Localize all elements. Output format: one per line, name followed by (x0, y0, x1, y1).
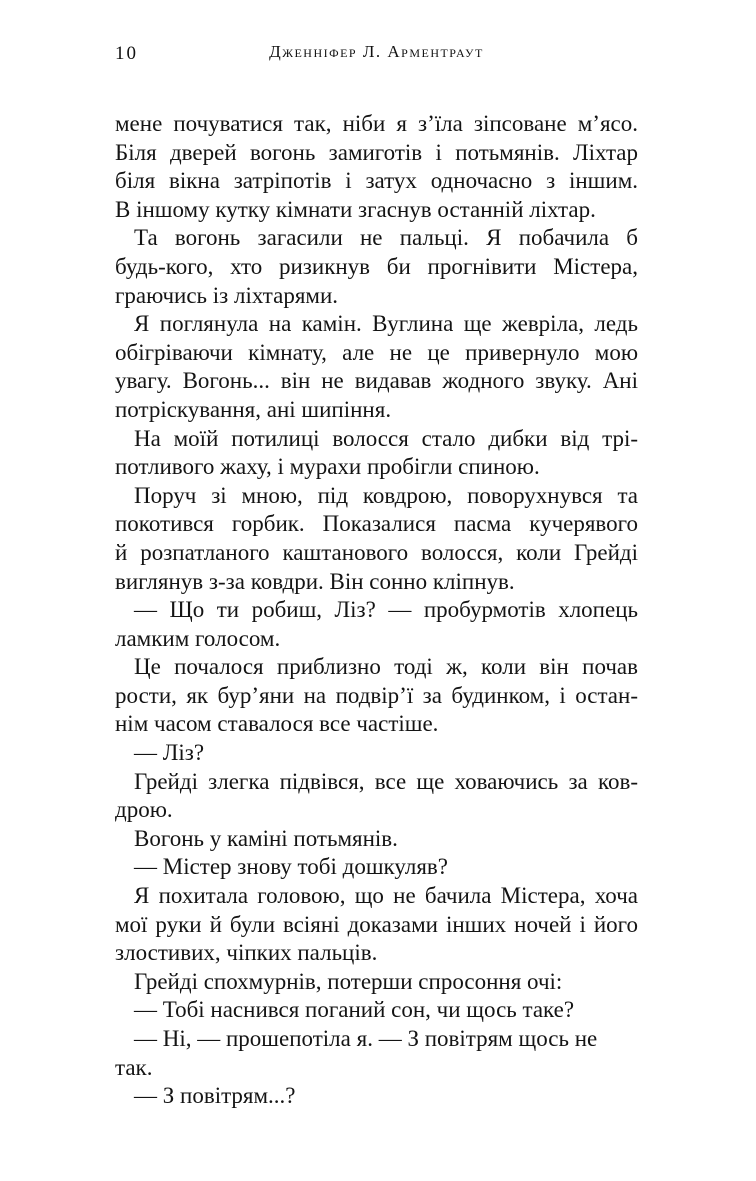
text-line: Грейді злегка підвівся, все ще ховаючись за ков- (134, 768, 638, 794)
paragraph (115, 110, 638, 224)
text-line: — Ні, — прошепотіла я. — З повітрям щось не так. (115, 1026, 598, 1080)
paragraph (115, 425, 638, 482)
text-line: Це почалося приблизно тоді ж, коли він почав (134, 654, 638, 680)
paragraph (115, 825, 638, 854)
text-line: злостивих, чіпких пальців. (115, 940, 378, 966)
paragraph (115, 310, 638, 424)
text-line: граючись із ліхтарями. (115, 282, 339, 308)
paragraph-dialogue (115, 853, 638, 882)
paragraph (115, 653, 638, 739)
paragraph-dialogue (115, 996, 638, 1025)
text-line: ламким голосом. (115, 625, 281, 651)
paragraph-dialogue (115, 739, 638, 768)
text-line: нім часом ставалося все частіше. (115, 711, 439, 737)
running-head: Дженніфер Л. Арментраут (269, 42, 484, 61)
text-line: потріскування, ані шипіння. (115, 396, 392, 422)
text-line: — Містер знову тобі дошкуляв? (134, 854, 448, 880)
text-line: На моїй потилиці волосся стало дибки від трі- (134, 425, 638, 451)
paragraph (115, 968, 638, 997)
text-line: обігріваючи кімнату, але не це привернуло мою (115, 339, 638, 365)
text-line: мої руки й були всіяні доказами інших ночей і його (115, 911, 638, 937)
text-line: виглянув з-за ковдри. Він сонно кліпнув. (115, 568, 515, 594)
paragraph (115, 482, 638, 596)
text-line: мене почуватися так, ніби я з’їла зіпсоване м’ясо. (115, 111, 638, 136)
text-line: Поруч зі мною, під ковдрою, поворухнувся та (134, 482, 638, 508)
text-line: — Тобі наснився поганий сон, чи щось таке? (134, 997, 575, 1023)
text-line: Я похитала головою, що не бачила Містера, хоча (134, 883, 638, 909)
paragraph (115, 768, 638, 825)
text-line: В іншому кутку кімнати згаснув останній ліхтар. (115, 196, 596, 222)
text-line: Вогонь у каміні потьмянів. (134, 825, 398, 851)
paragraph (115, 882, 638, 968)
body-text (115, 110, 638, 1111)
text-line: увагу. Вогонь... він не видавав жодного звуку. Ані (115, 368, 638, 394)
text-line: — Ліз? (134, 740, 205, 766)
text-line: — Що ти робиш, Ліз? — пробурмотів хлопець (134, 597, 638, 623)
paragraph-dialogue (115, 1082, 638, 1111)
text-line: Та вогонь загасили не пальці. Я побачила б (134, 225, 638, 251)
text-line: дрою. (115, 797, 173, 823)
text-line: Грейді спохмурнів, потерши спросоння очі: (134, 968, 563, 994)
text-line: потливого жаху, і мурахи пробігли спиною. (115, 454, 540, 480)
paragraph-dialogue (115, 596, 638, 653)
text-line: будь-кого, хто ризикнув би прогнівити Містера, (115, 253, 638, 279)
page-header (115, 42, 638, 68)
text-line: Я поглянула на камін. Вуглина ще жевріла, ледь (134, 311, 638, 337)
text-line: й розпатланого каштанового волосся, коли Грейді (115, 539, 638, 565)
paragraph (115, 224, 638, 310)
paragraph-dialogue (115, 1025, 638, 1082)
text-line: біля вікна затріпотів і затух одночасно з іншим. (115, 168, 638, 194)
page-number: 10 (115, 43, 138, 64)
text-line: — З повітрям...? (134, 1083, 296, 1109)
text-line: покотився горбик. Показалися пасма кучерявого (115, 511, 638, 537)
text-line: рости, як бур’яни на подвір’ї за будинком, і остан- (115, 682, 638, 708)
text-line: Біля дверей вогонь замиготів і потьмянів. Ліхтар (115, 139, 638, 165)
